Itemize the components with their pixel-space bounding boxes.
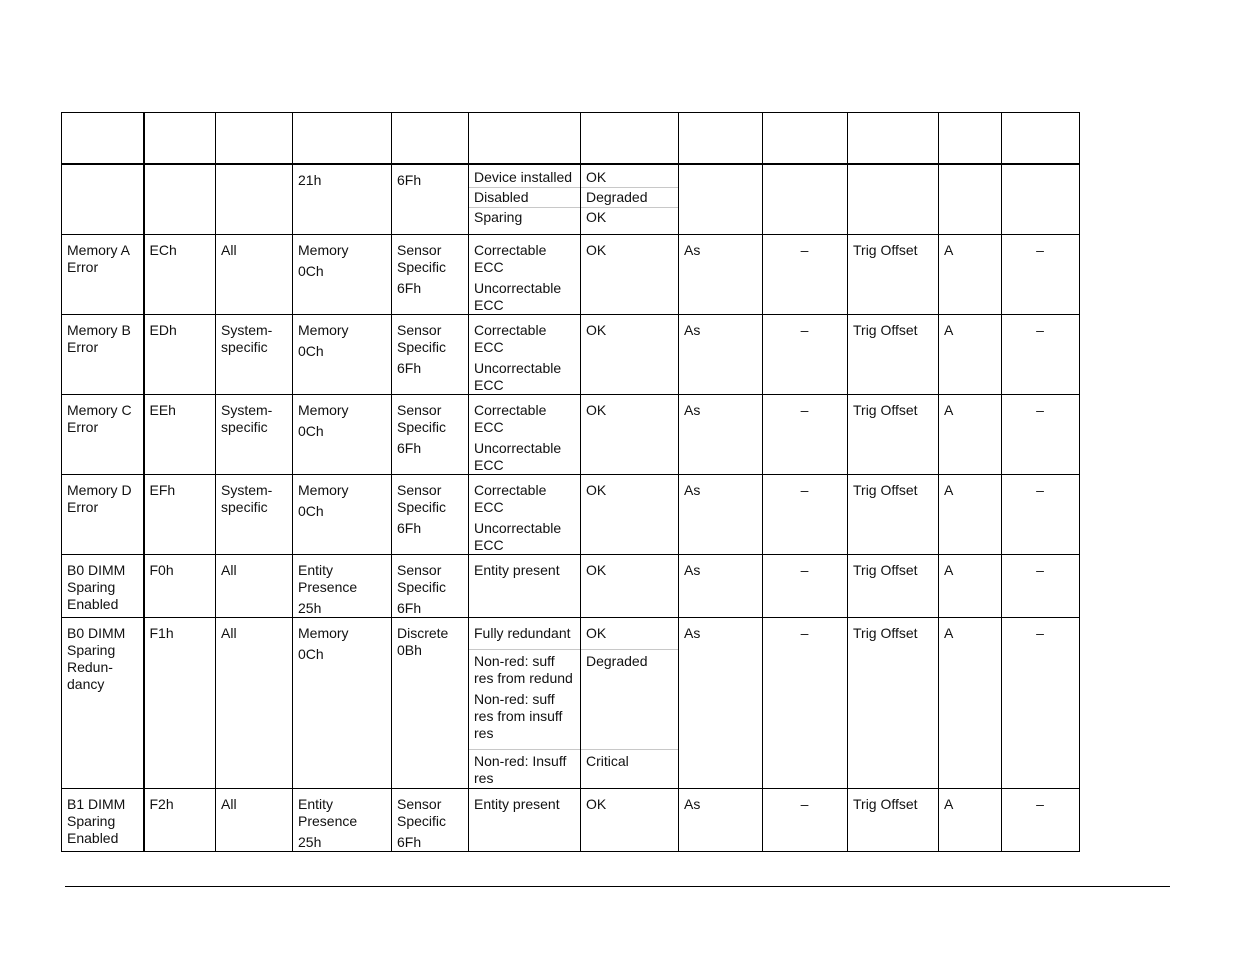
platform: All xyxy=(221,624,237,641)
header-cell xyxy=(581,113,679,165)
platform-cell xyxy=(216,474,293,554)
event-offset-cell xyxy=(469,394,581,474)
sensor-number: EFh xyxy=(149,481,176,498)
event-offset: Fully redundant xyxy=(474,624,571,641)
dash: – xyxy=(1036,561,1044,578)
assert: A xyxy=(944,481,954,498)
event-type: Sensor Specific xyxy=(397,795,447,829)
event-offset: Non-red: suff res from insuff res xyxy=(474,690,563,741)
header-cell xyxy=(763,113,848,165)
event-offset-cell xyxy=(469,234,581,314)
readable-cell xyxy=(848,788,939,851)
dash-cell xyxy=(1002,554,1080,617)
table-header-row xyxy=(62,113,1080,165)
sensor-name: B1 DIMM Sparing Enabled xyxy=(67,795,126,846)
event-offset: Uncorrectable ECC xyxy=(474,279,562,313)
sensor-type-cell xyxy=(293,234,392,314)
event-offset-cell xyxy=(469,788,581,851)
event-type: Sensor Specific xyxy=(397,561,447,595)
event-type-cell xyxy=(392,314,469,394)
platform: System-specific xyxy=(221,401,273,435)
dash: – xyxy=(1036,795,1044,812)
severity-cell xyxy=(581,617,679,788)
platform: All xyxy=(221,241,237,258)
sensor-type-cell xyxy=(293,474,392,554)
platform-cell xyxy=(216,554,293,617)
assert: A xyxy=(944,321,954,338)
sensor-type-code: 21h xyxy=(298,172,322,188)
readable-value: Trig Offset xyxy=(853,241,918,258)
severity: Degraded xyxy=(581,187,678,207)
readable-value: Trig Offset xyxy=(853,401,918,418)
event-type-code: 6Fh xyxy=(397,599,422,616)
severity-cell xyxy=(581,554,679,617)
readable-cell xyxy=(848,617,939,788)
header-cell xyxy=(469,113,581,165)
sensor-name-cell xyxy=(62,164,144,234)
sensor-type-cell xyxy=(293,788,392,851)
event-type-code: 6Fh xyxy=(397,439,422,456)
event-type-cell xyxy=(392,554,469,617)
table-row xyxy=(62,788,1080,851)
header-cell xyxy=(679,113,763,165)
readable-value: Trig Offset xyxy=(853,795,918,812)
standby-cell xyxy=(763,788,848,851)
dash-cell xyxy=(1002,474,1080,554)
standby-cell xyxy=(763,314,848,394)
event-type-code: 6Fh xyxy=(397,359,422,376)
table-row xyxy=(62,554,1080,617)
sensor-type-cell xyxy=(293,314,392,394)
standby: – xyxy=(800,321,809,338)
rearm-cell xyxy=(679,554,763,617)
readable-value: Trig Offset xyxy=(853,481,918,498)
header-cell xyxy=(62,113,144,165)
standby-cell xyxy=(763,394,848,474)
standby-cell xyxy=(763,234,848,314)
event-type: 6Fh xyxy=(397,172,422,188)
platform-cell xyxy=(216,394,293,474)
readable-cell xyxy=(848,314,939,394)
rearm-cell xyxy=(679,394,763,474)
severity: OK xyxy=(586,321,607,338)
sensor-type-code: 0Ch xyxy=(298,502,324,519)
event-offset: Non-red: Insuff res xyxy=(469,749,580,788)
sensor-type-code: 0Ch xyxy=(298,422,324,439)
dash-cell xyxy=(1002,164,1080,234)
assert-cell xyxy=(939,554,1002,617)
severity: OK xyxy=(586,795,607,812)
assert-cell xyxy=(939,788,1002,851)
sensor-type-cell xyxy=(293,164,392,234)
event-type: Sensor Specific xyxy=(397,401,447,435)
rearm: As xyxy=(684,624,701,641)
platform-cell xyxy=(216,234,293,314)
header-cell xyxy=(216,113,293,165)
sensor-type: Memory xyxy=(298,321,349,338)
assert: A xyxy=(944,401,954,418)
sensor-type: Entity Presence xyxy=(298,561,358,595)
header-cell xyxy=(392,113,469,165)
standby: – xyxy=(800,795,809,812)
standby-cell xyxy=(763,617,848,788)
event-offset-cell xyxy=(469,474,581,554)
table-row xyxy=(62,394,1080,474)
assert: A xyxy=(944,795,954,812)
header-cell xyxy=(144,113,216,165)
table-row xyxy=(62,234,1080,314)
event-offset: Uncorrectable ECC xyxy=(474,519,562,553)
event-type: Sensor Specific xyxy=(397,481,447,515)
sensor-number-cell xyxy=(144,788,216,851)
standby: – xyxy=(800,624,809,641)
platform-cell xyxy=(216,314,293,394)
event-type-cell xyxy=(392,234,469,314)
sensor-type-code: 0Ch xyxy=(298,342,324,359)
standby-cell xyxy=(763,554,848,617)
sensor-name-cell xyxy=(62,234,144,314)
event-offset: Uncorrectable ECC xyxy=(474,359,562,393)
dash-cell xyxy=(1002,234,1080,314)
table-row xyxy=(62,474,1080,554)
assert-cell xyxy=(939,234,1002,314)
assert-cell xyxy=(939,314,1002,394)
event-type-cell xyxy=(392,788,469,851)
severity: OK xyxy=(586,401,607,418)
event-type: Discrete 0Bh xyxy=(397,624,449,658)
sensor-number: ECh xyxy=(149,241,177,258)
sensor-name: Memory A Error xyxy=(67,241,130,275)
platform-cell xyxy=(216,617,293,788)
header-cell xyxy=(939,113,1002,165)
event-offset-cell xyxy=(469,554,581,617)
assert: A xyxy=(944,561,954,578)
severity-cell xyxy=(581,314,679,394)
sensor-name: B0 DIMM Sparing Enabled xyxy=(67,561,126,612)
event-type: Sensor Specific xyxy=(397,321,447,355)
event-offset: Device installed xyxy=(474,169,573,185)
severity-cell xyxy=(581,234,679,314)
sensor-number-cell xyxy=(144,234,216,314)
sensor-name: Memory D Error xyxy=(67,481,132,515)
standby: – xyxy=(800,401,809,418)
event-type: Sensor Specific xyxy=(397,241,447,275)
severity: Degraded xyxy=(581,649,678,749)
header-cell xyxy=(293,113,392,165)
event-offset: Correctable ECC xyxy=(474,321,547,355)
sensor-name-cell xyxy=(62,617,144,788)
sensor-type-code: 0Ch xyxy=(298,645,324,662)
severity-cell xyxy=(581,788,679,851)
readable-cell xyxy=(848,554,939,617)
event-offset: Disabled xyxy=(469,187,580,207)
severity: Critical xyxy=(581,749,678,771)
sensor-type: Entity Presence xyxy=(298,795,358,829)
event-type-cell xyxy=(392,474,469,554)
rearm: As xyxy=(684,321,701,338)
assert-cell xyxy=(939,474,1002,554)
sensor-number-cell xyxy=(144,617,216,788)
severity-cell xyxy=(581,394,679,474)
sensor-type: Memory xyxy=(298,481,349,498)
dash-cell xyxy=(1002,314,1080,394)
platform-cell xyxy=(216,164,293,234)
sensor-number: EEh xyxy=(149,401,176,418)
sensor-name-cell xyxy=(62,554,144,617)
severity: OK xyxy=(586,624,607,641)
readable-cell xyxy=(848,394,939,474)
sensor-number: F1h xyxy=(149,624,174,641)
severity: OK xyxy=(586,241,607,258)
rearm: As xyxy=(684,241,701,258)
sensor-type-code: 0Ch xyxy=(298,262,324,279)
dash-cell xyxy=(1002,617,1080,788)
dash: – xyxy=(1036,624,1044,641)
event-type-code: 6Fh xyxy=(397,833,422,850)
dash-cell xyxy=(1002,788,1080,851)
sensor-table xyxy=(61,112,1080,852)
rearm-cell xyxy=(679,788,763,851)
standby: – xyxy=(800,481,809,498)
event-offset: Non-red: suff res from redund xyxy=(474,652,573,686)
event-offset-cell xyxy=(469,164,581,234)
event-offset: Correctable ECC xyxy=(474,401,547,435)
standby: – xyxy=(800,561,809,578)
event-type-code: 6Fh xyxy=(397,279,422,296)
header-cell xyxy=(848,113,939,165)
sensor-number: F2h xyxy=(149,795,174,812)
platform: System-specific xyxy=(221,481,273,515)
standby: – xyxy=(800,241,809,258)
rearm: As xyxy=(684,561,701,578)
event-offset: Entity present xyxy=(474,561,560,578)
sensor-type-code: 25h xyxy=(298,833,322,850)
sensor-type-cell xyxy=(293,394,392,474)
dash: – xyxy=(1036,401,1044,418)
assert-cell xyxy=(939,617,1002,788)
event-offset: Correctable ECC xyxy=(474,241,547,275)
rearm-cell xyxy=(679,617,763,788)
event-offset: Uncorrectable ECC xyxy=(474,439,562,473)
sensor-type-code: 25h xyxy=(298,599,322,616)
sensor-number: EDh xyxy=(149,321,177,338)
sensor-number-cell xyxy=(144,164,216,234)
severity: OK xyxy=(586,169,607,185)
severity-cell xyxy=(581,164,679,234)
platform: All xyxy=(221,561,237,578)
event-offset: Correctable ECC xyxy=(474,481,547,515)
event-offset-group xyxy=(469,649,580,749)
readable-cell xyxy=(848,234,939,314)
sensor-number-cell xyxy=(144,554,216,617)
sensor-type: Memory xyxy=(298,241,349,258)
assert-cell xyxy=(939,164,1002,234)
sensor-name: Memory B Error xyxy=(67,321,131,355)
rearm: As xyxy=(684,795,701,812)
rearm-cell xyxy=(679,164,763,234)
event-offset: Entity present xyxy=(474,795,560,812)
severity: OK xyxy=(581,207,678,227)
sensor-name-cell xyxy=(62,788,144,851)
sensor-name: Memory C Error xyxy=(67,401,132,435)
event-type-cell xyxy=(392,394,469,474)
sensor-number-cell xyxy=(144,474,216,554)
assert: A xyxy=(944,241,954,258)
readable-value: Trig Offset xyxy=(853,624,918,641)
severity-cell xyxy=(581,474,679,554)
severity: OK xyxy=(586,561,607,578)
assert: A xyxy=(944,624,954,641)
event-type-cell xyxy=(392,617,469,788)
event-type-code: 6Fh xyxy=(397,519,422,536)
platform: System-specific xyxy=(221,321,273,355)
table-row xyxy=(62,314,1080,394)
footer-rule xyxy=(65,886,1170,887)
sensor-type: Memory xyxy=(298,401,349,418)
readable-cell xyxy=(848,164,939,234)
rearm-cell xyxy=(679,234,763,314)
sensor-number-cell xyxy=(144,394,216,474)
event-offset: Sparing xyxy=(469,207,580,227)
readable-value: Trig Offset xyxy=(853,321,918,338)
rearm: As xyxy=(684,401,701,418)
event-offset-cell xyxy=(469,617,581,788)
standby-cell xyxy=(763,474,848,554)
sensor-name-cell xyxy=(62,394,144,474)
severity: OK xyxy=(586,481,607,498)
rearm-cell xyxy=(679,474,763,554)
event-type-cell xyxy=(392,164,469,234)
sensor-name-cell xyxy=(62,314,144,394)
assert-cell xyxy=(939,394,1002,474)
platform-cell xyxy=(216,788,293,851)
rearm-cell xyxy=(679,314,763,394)
table-row xyxy=(62,617,1080,788)
event-offset-cell xyxy=(469,314,581,394)
sensor-name: B0 DIMM Sparing Redun-dancy xyxy=(67,624,126,692)
sensor-number: F0h xyxy=(149,561,174,578)
dash: – xyxy=(1036,321,1044,338)
sensor-type-cell xyxy=(293,617,392,788)
dash: – xyxy=(1036,481,1044,498)
dash-cell xyxy=(1002,394,1080,474)
platform: All xyxy=(221,795,237,812)
sensor-type-cell xyxy=(293,554,392,617)
sensor-type: Memory xyxy=(298,624,349,641)
readable-value: Trig Offset xyxy=(853,561,918,578)
sensor-number-cell xyxy=(144,314,216,394)
dash: – xyxy=(1036,241,1044,258)
table-row xyxy=(62,164,1080,234)
standby-cell xyxy=(763,164,848,234)
readable-cell xyxy=(848,474,939,554)
sensor-name-cell xyxy=(62,474,144,554)
header-cell xyxy=(1002,113,1080,165)
rearm: As xyxy=(684,481,701,498)
